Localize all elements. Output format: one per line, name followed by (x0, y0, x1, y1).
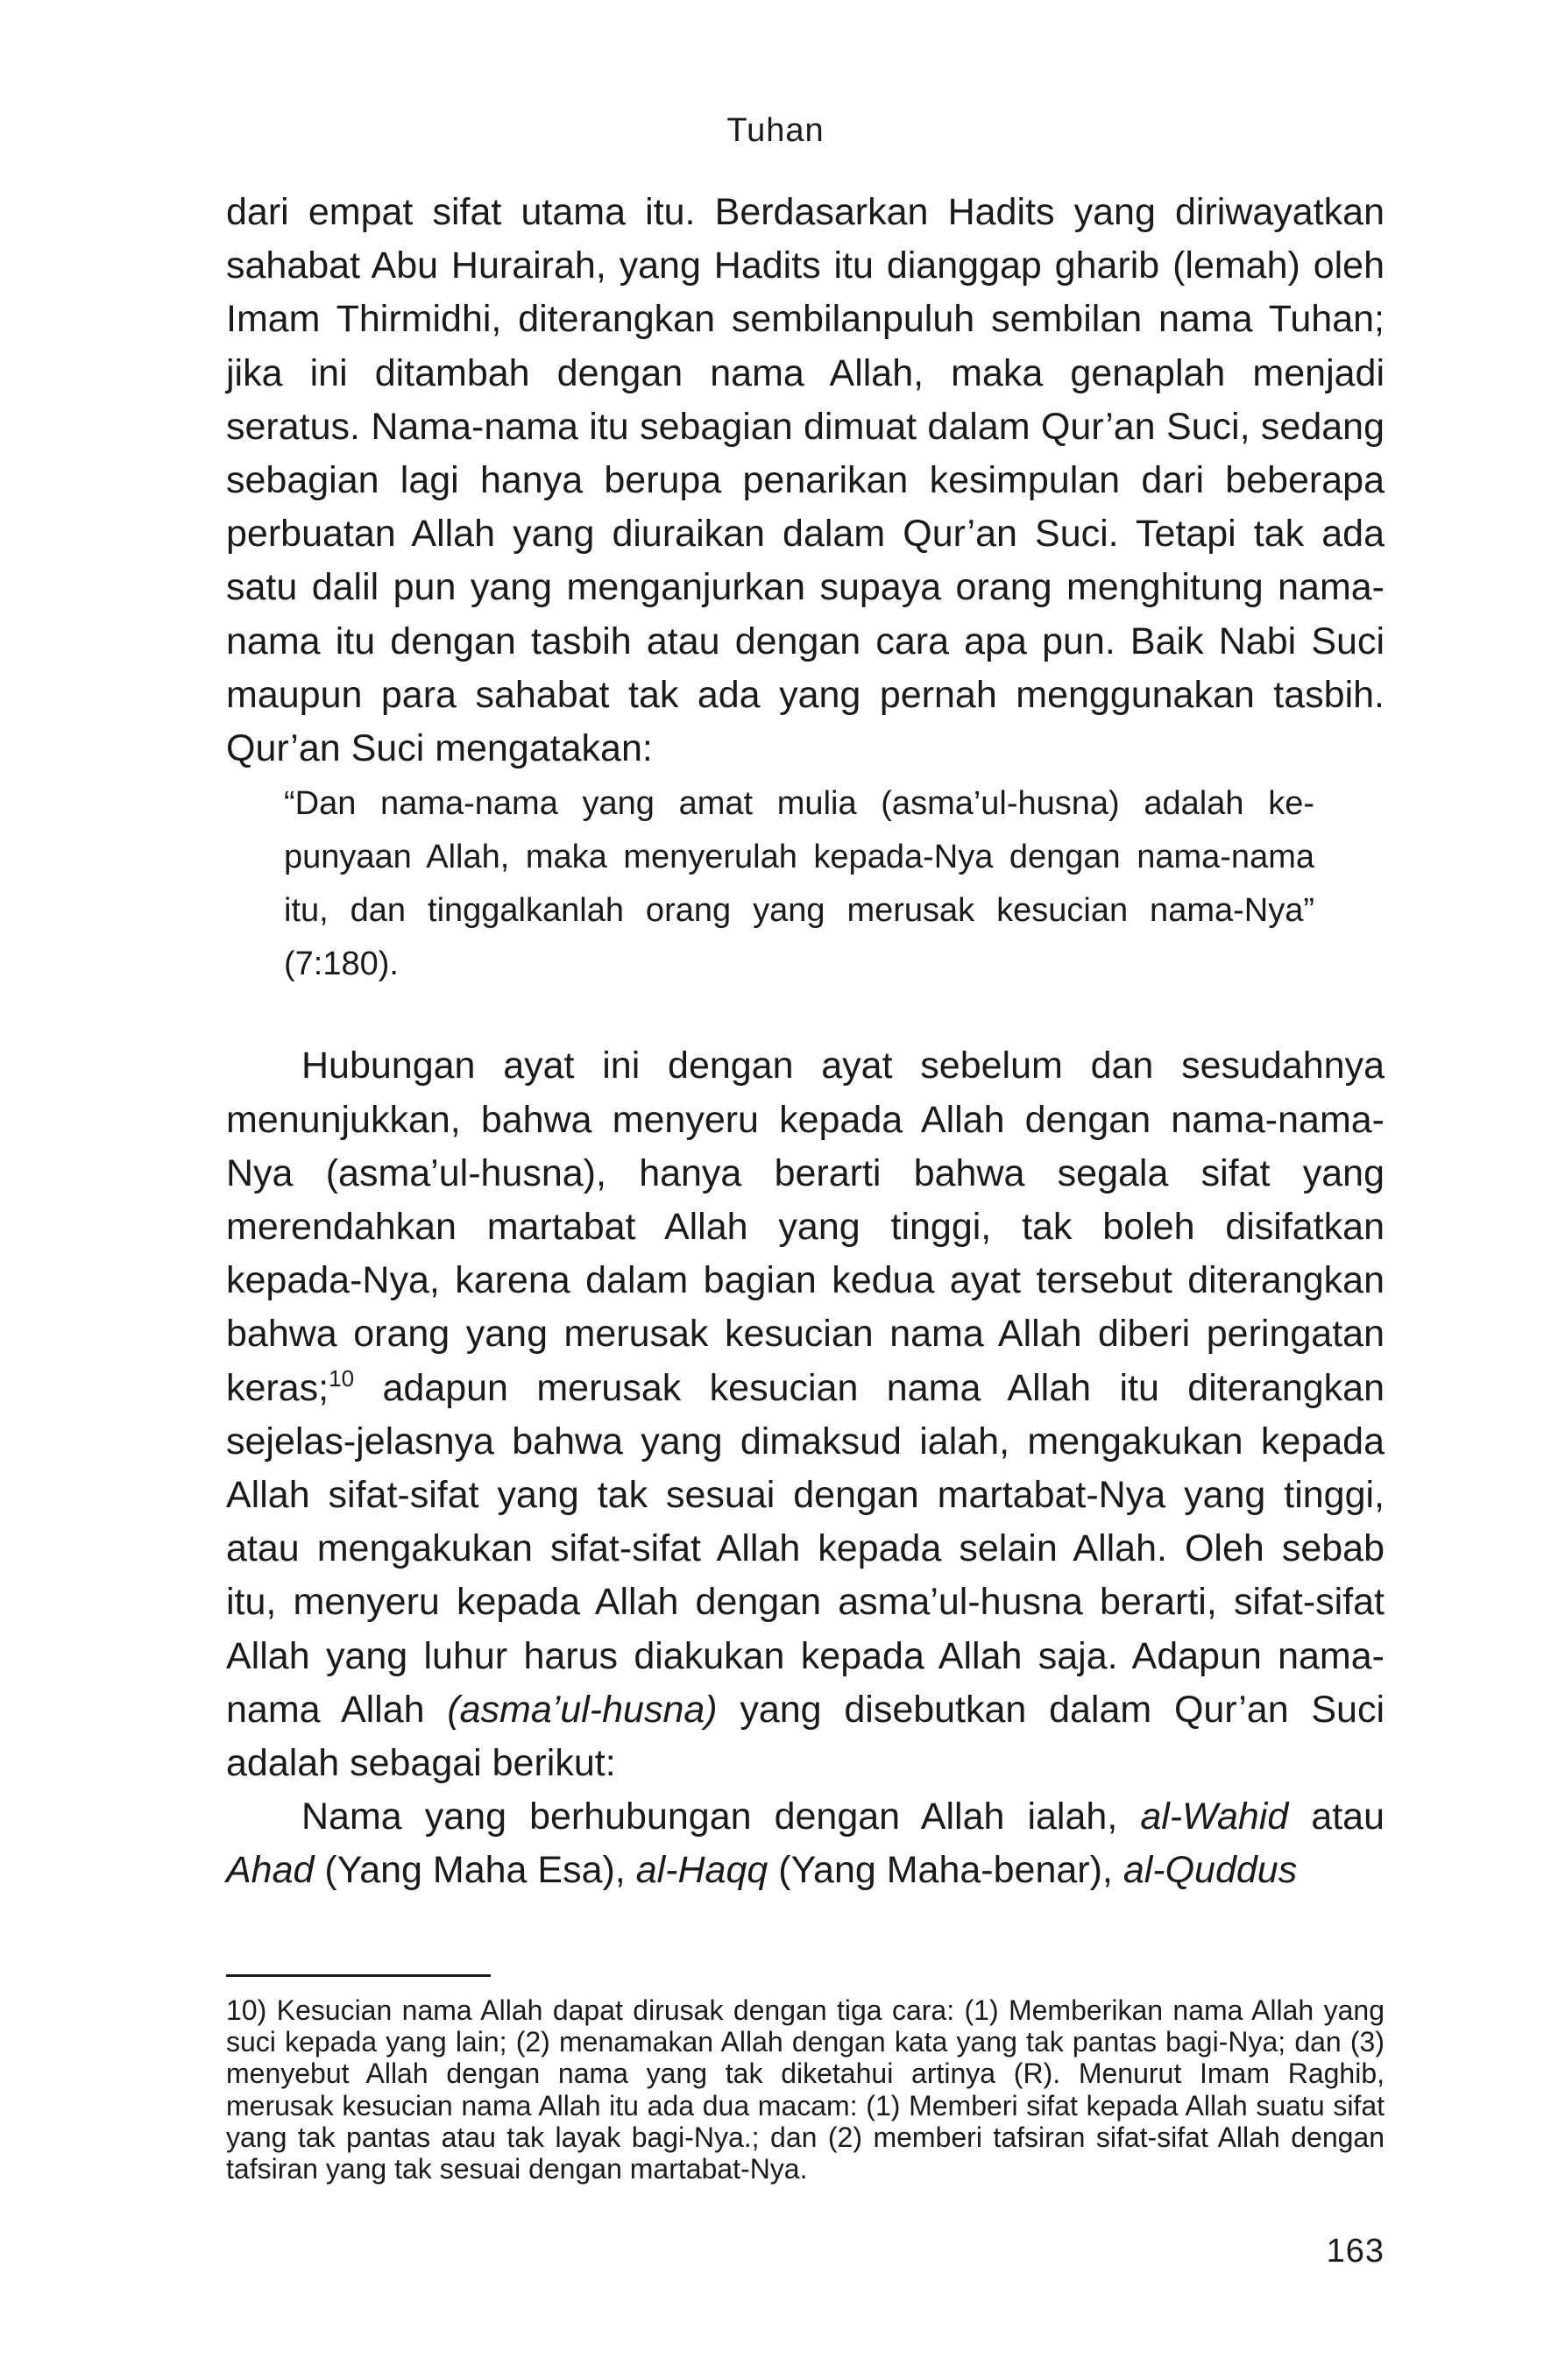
running-header: Tuhan (726, 112, 825, 149)
footnote-10: 10) Kesucian nama Allah dapat dirusak dengan tiga cara: (1) Memberikan nama Allah yang suci kepada yang lain; (2) menamakan Allah dengan kata yang tak pantas bagi-Nya; dan (3) menyebut Allah dengan nama yang tak diketahui artinya (R). Menurut Imam Raghib, merusak kesucian nama Allah itu ada dua macam: (1) Memberi sifat kepada Allah suatu sifat yang tak pantas atau tak layak bagi-Nya.; dan (2) memberi tafsiran sifat-sifat Allah dengan tafsiran yang tak sesuai dengan martabat-Nya. (226, 1994, 1385, 2185)
main-text (226, 186, 1385, 1898)
paragraph-3-text-a: Nama yang berhubungan dengan Allah ialah, (301, 1796, 1141, 1838)
footnote-divider (226, 1974, 491, 1977)
paragraph-3-italic-b: Ahad (226, 1849, 315, 1892)
paragraph-2-text-b: adapun merusak kesucian nama Allah itu diterangkan sejelas-jelasnya bahwa yang dimaksud ialah, mengakukan kepada Allah sifat-sifat yang tak sesuai dengan martabat-Nya yang tinggi, atau mengakukan sifat-sifat Allah kepada selain Allah. Oleh sebab itu, menyeru kepada Allah dengan asma’ul-husna berarti, sifat-sifat Allah yang luhur harus diakukan kepada Allah saja. Adapun nama-nama Allah (226, 1366, 1385, 1731)
paragraph-1: dari empat sifat utama itu. Berdasarkan Hadits yang diriwayatkan sahabat Abu Hurairah, yang Hadits itu dianggap gharib (lemah) oleh Imam Thirmidhi, diterangkan sembilanpuluh sembilan nama Tuhan; jika ini ditambah dengan nama Allah, maka genaplah menjadi seratus. Nama-nama itu sebagian dimuat dalam Qur’an Suci, sedang sebagian lagi hanya berupa penarikan kesimpulan dari beberapa perbuatan Allah yang diuraikan dalam Qur’an Suci. Tetapi tak ada satu dalil pun yang menganjurkan supaya orang menghitung nama-nama itu dengan tasbih atau dengan cara apa pun. Baik Nabi Suci maupun para sahabat tak ada yang pernah menggunakan tasbih. Qur’an Suci mengatakan: (226, 191, 1385, 770)
paragraph-2-italic: (asma’ul-husna) (447, 1688, 718, 1731)
paragraph-3-text-c: (Yang Maha Esa), (314, 1849, 636, 1892)
paragraph-2 (226, 1039, 1385, 1790)
quote-spacer (226, 990, 1385, 1039)
paragraph-3-italic-a: al-Wahid (1140, 1796, 1289, 1838)
block-quote: “Dan nama-nama yang amat mulia (asma’ul-husna) adalah kepunyaan Allah, maka menyerulah kepada-Nya dengan nama-nama itu, dan tinggalkanlah orang yang merusak kesucian nama-Nya” (7:180). (284, 785, 1314, 982)
footnote-reference[interactable]: 10 (329, 1364, 355, 1392)
page-number: 163 (1326, 2233, 1385, 2270)
paragraph-3 (226, 1790, 1385, 1897)
paragraph-2-text-a: Hubungan ayat ini dengan ayat sebelum dan sesudahnya menunjukkan, bahwa menyeru kepada Allah dengan nama-nama-Nya (asma’ul-husna), hanya berarti bahwa segala sifat yang merendahkan martabat Allah yang tinggi, tak boleh disifatkan kepada-Nya, karena dalam bagian kedua ayat tersebut diterangkan bahwa orang yang merusak kesucian nama Allah diberi peringatan keras; (226, 1045, 1385, 1409)
paragraph-3-italic-c: al-Haqq (635, 1849, 768, 1892)
paragraph-3-text-d: (Yang Maha-benar), (768, 1849, 1123, 1892)
paragraph-3-italic-d: al-Quddus (1123, 1849, 1298, 1892)
paragraph-2-text-c: yang disebutkan dalam Qur’an Suci adalah sebagai berikut: (226, 1688, 1385, 1785)
paragraph-3-text-b: atau (1288, 1796, 1385, 1838)
